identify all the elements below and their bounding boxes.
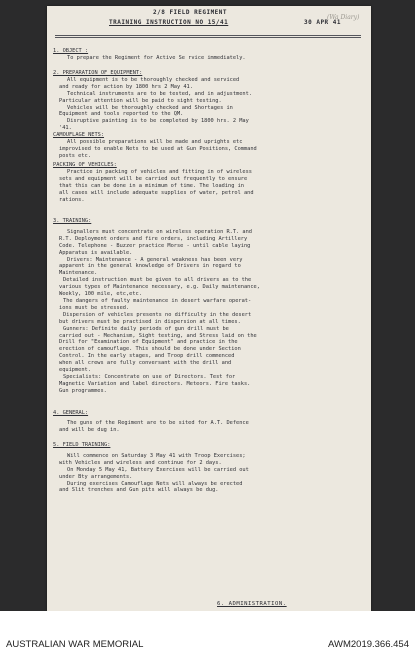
text-line: Code. Telephone - Buzzer practice Morse - until cable laying (59, 242, 251, 249)
section-heading: 4. GENERAL: (53, 410, 89, 416)
text-line: Specialists: Concentrate on use of Directors. Test for (63, 373, 236, 380)
section-general (53, 410, 361, 434)
section-packing (53, 162, 361, 203)
section-heading: PACKING OF VEHICLES: (53, 162, 117, 168)
section-heading: 5. FIELD TRAINING: (53, 442, 111, 448)
archive-footer (0, 611, 415, 653)
document-date: 30 APR 41 (304, 19, 342, 26)
text-line: apparent in the general knowledge of Drivers in regard to (59, 263, 241, 270)
text-line: During exercises Camouflage Nets will always be erected (67, 480, 243, 487)
next-section-heading: 6. ADMINISTRATION. (217, 601, 287, 607)
text-line: Technical instruments are to be tested, and in adjustment. (67, 90, 252, 97)
text-line: To prepare the Regiment for Active Se rvice immediately. (67, 54, 246, 61)
accession-number: AWM2019.366.454 (328, 639, 409, 650)
text-line: rations. (59, 196, 85, 203)
text-line: Detailed instruction must be given to all drivers as to the (63, 277, 252, 284)
section-heading: 2. PREPARATION OF EQUIPMENT: (53, 70, 143, 76)
text-line: Weekly, 100 mile, etc,etc. (59, 291, 142, 298)
text-line: sets and equipment will be carried out frequently to ensure (59, 175, 248, 182)
text-line: and ready for action by 1800 hrs 2 May 41. (59, 83, 193, 90)
text-line: and Slit trenches and Gun pits will always be dug. (59, 487, 219, 494)
text-line: various types of Maintenance necessary, e.g. Daily maintenance, (59, 284, 260, 291)
divider (55, 37, 361, 38)
section-preparation (53, 70, 361, 132)
text-line: Apparatus is available. (59, 249, 133, 256)
text-line: Gun programmes. (59, 387, 107, 394)
text-line: all cases will include adequate supplies of water, petrol and (59, 189, 254, 196)
text-line: Disruptive painting is to be completed by 1800 hrs. 2 May (67, 118, 249, 125)
text-line: Drivers: Maintenance - A general weakness has been very (67, 256, 243, 263)
text-line: Particular attention will be paid to sight testing. (59, 97, 222, 104)
text-line: Gunners: Definite daily periods of gun drill must be (63, 325, 229, 332)
text-line: carried out - Mechanism, Sight testing, and Stress laid on the (59, 332, 257, 339)
text-line: equipment. (59, 367, 91, 374)
text-line: Signallers must concentrate on wireless operation R.T. and (67, 228, 252, 235)
text-line: erection of camouflage. This should be done under Section (59, 346, 241, 353)
text-line: On Monday 5 May 41, Battery Exercises will be carried out (67, 466, 249, 473)
section-field-training (53, 442, 361, 494)
divider (55, 35, 361, 36)
unit-heading: 2/8 FIELD REGIMENT (153, 9, 228, 16)
text-line: The guns of the Regiment are to be sited for A.T. Defence (67, 419, 249, 426)
section-heading: 1. OBJECT : (53, 48, 89, 54)
text-line: All possible preparations will be made and uprights etc (67, 138, 243, 145)
text-line: Vehicles will be thoroughly checked and Shortages in (67, 104, 233, 111)
text-line: posts etc. (59, 152, 91, 159)
section-heading: 3. TRAINING: (53, 218, 92, 224)
section-heading: CAMOUFLAGE NETS: (53, 132, 105, 138)
text-line: when all crews are fully conversant with the drill and (59, 360, 232, 367)
document-page (47, 6, 371, 611)
text-line: The dangers of faulty maintenance in desert warfare operat- (63, 297, 252, 304)
text-line: but drivers must be practised in dispersion at all times. (59, 318, 241, 325)
instruction-title: TRAINING INSTRUCTION NO 15/41 (109, 19, 229, 26)
text-line: Practice in packing of vehicles and fitting in of wireless (67, 168, 252, 175)
text-line: improvised to enable Nets to be used at Gun Positions, Command (59, 145, 257, 152)
text-line: under Bty arrangements. (59, 473, 133, 480)
section-object (53, 48, 361, 62)
text-line: Maintenance. (59, 270, 98, 277)
text-line: Magnetic Variation and label directors. Meteors. Fire tasks. (59, 380, 251, 387)
text-line: Equipment and tools reported to the QM. (59, 111, 184, 118)
text-line: and will be dug in. (59, 426, 120, 433)
text-line: Control. In the early stages, and Troop drill commenced (59, 353, 235, 360)
text-line: All equipment is to be thoroughly checked and serviced (67, 76, 240, 83)
text-line: R.T. Deployment orders and fire orders, including Artillery (59, 235, 248, 242)
text-line: that this can be done in a minimum of time. The loading in (59, 182, 244, 189)
text-line: Drill for "Examination of Equipment" and practice in the (59, 339, 238, 346)
institution-label: AUSTRALIAN WAR MEMORIAL (6, 639, 144, 650)
pencil-annotation: (Wa Diary) (327, 14, 360, 21)
text-line: '41. (59, 125, 72, 132)
text-line: ions must be stressed. (59, 304, 130, 311)
text-line: Will commence on Saturday 3 May 41 with Troop Exercises; (67, 452, 246, 459)
section-training (53, 218, 361, 395)
text-line: with Vehicles and wireless and continue for 2 days. (59, 459, 222, 466)
section-camouflage (53, 132, 361, 160)
text-line: Dispersion of vehicles presents no difficulty in the desert (63, 311, 252, 318)
